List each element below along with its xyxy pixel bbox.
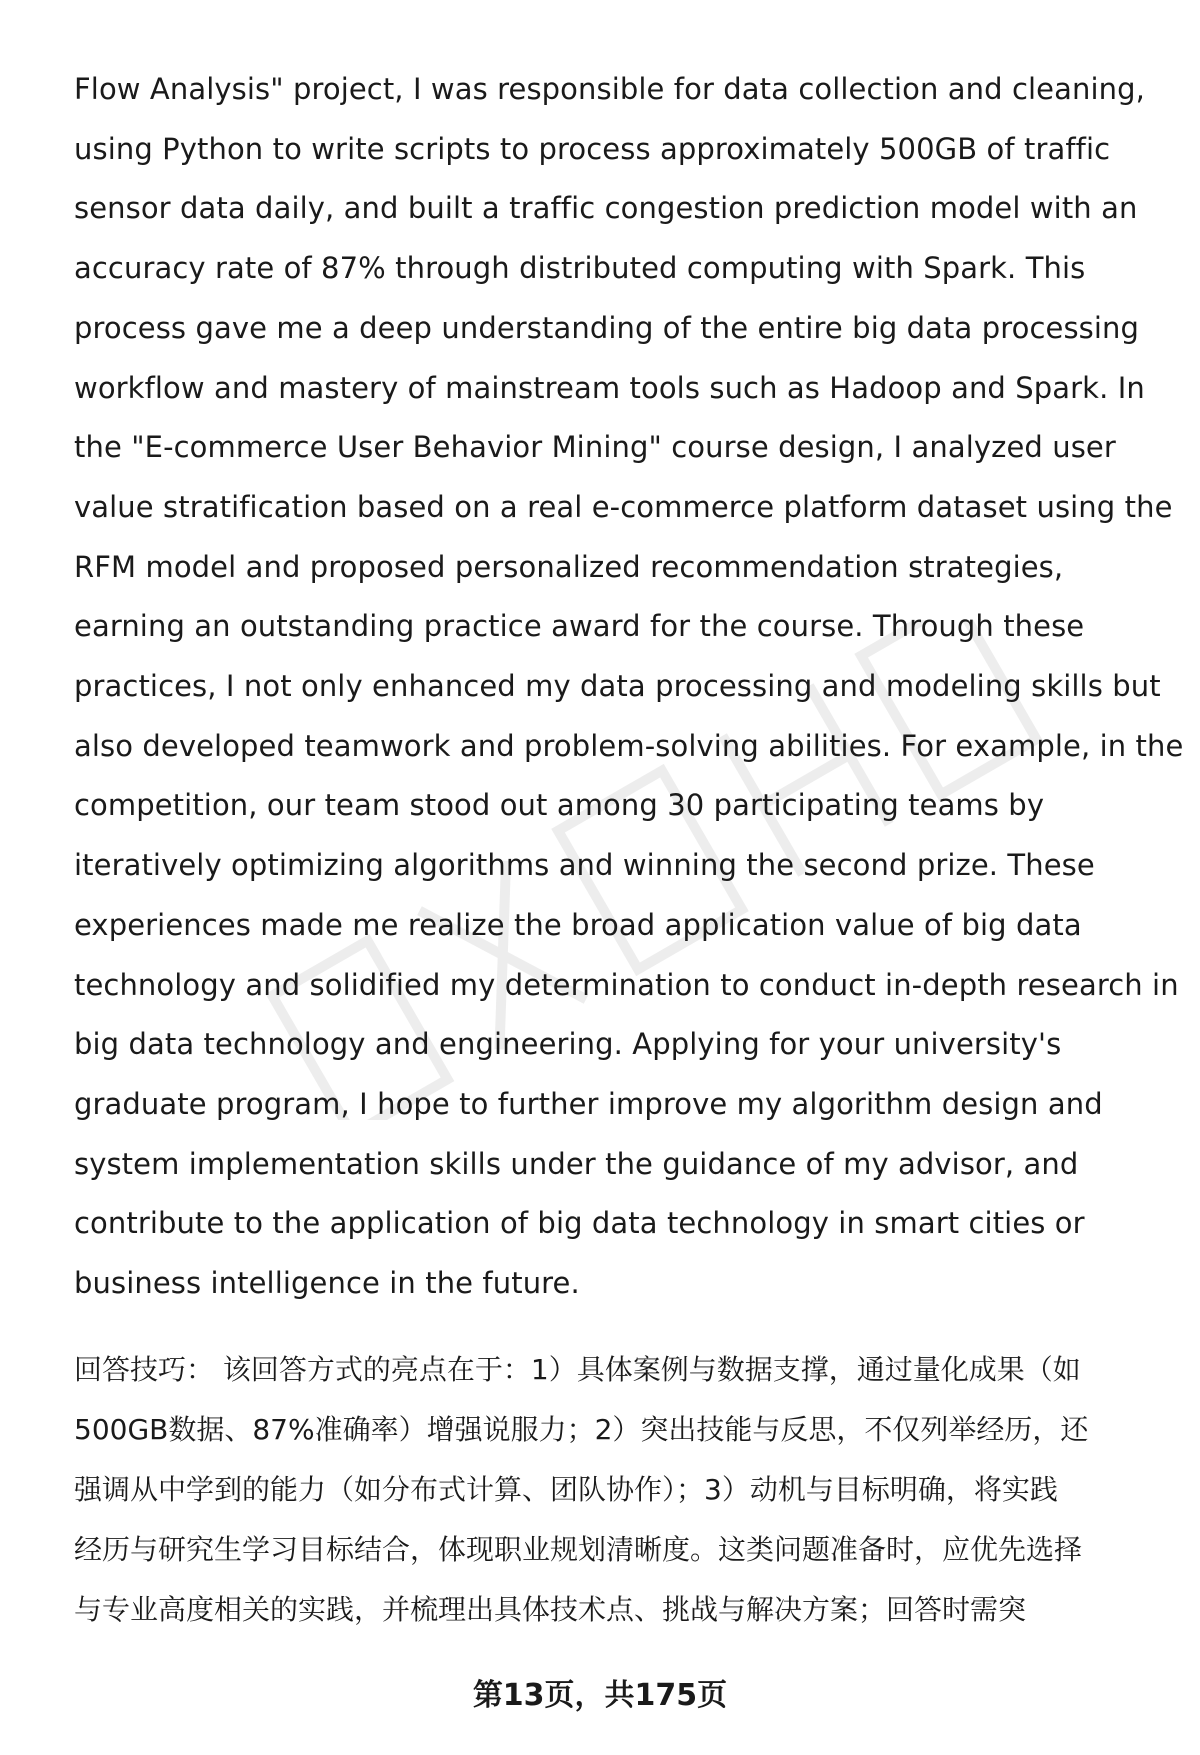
body-line: Flow Analysis" project, I was responsible for data collection and cleaning, <box>74 72 1145 106</box>
body-line: practices, I not only enhanced my data processing and modeling skills but <box>74 669 1161 704</box>
tips-line: 500GB数据、87%准确率）增强说服力；2）突出技能与反思，不仅列举经历，还 <box>74 1413 1089 1446</box>
body-line: earning an outstanding practice award for the course. Through these <box>74 609 1085 644</box>
answer-tips <box>74 1340 1164 1640</box>
tips-line: 回答技巧： 该回答方式的亮点在于：1）具体案例与数据支撑，通过量化成果（如 <box>74 1353 1081 1386</box>
tips-line: 经历与研究生学习目标结合，体现职业规划清晰度。这类问题准备时，应优先选择 <box>74 1533 1083 1566</box>
body-line: contribute to the application of big data technology in smart cities or <box>74 1206 1085 1241</box>
body-line: experiences made me realize the broad application value of big data <box>74 907 1082 942</box>
body-line: using Python to write scripts to process approximately 500GB of traffic <box>74 131 1111 166</box>
body-line: graduate program, I hope to further improve my algorithm design and <box>74 1086 1103 1121</box>
body-line: iteratively optimizing algorithms and winning the second prize. These <box>74 848 1095 883</box>
body-line: technology and solidified my determination to conduct in-depth research in <box>74 967 1179 1002</box>
body-line: process gave me a deep understanding of the entire big data processing <box>74 310 1140 345</box>
body-line: RFM model and proposed personalized recommendation strategies, <box>74 549 1064 584</box>
body-line: the "E-commerce User Behavior Mining" course design, I analyzed user <box>74 430 1116 465</box>
body-line: big data technology and engineering. Applying for your university's <box>74 1027 1062 1062</box>
body-line: system implementation skills under the guidance of my advisor, and <box>74 1146 1079 1181</box>
body-line: competition, our team stood out among 30 participating teams by <box>74 788 1045 823</box>
page-number: 第13页，共175页 <box>472 1678 728 1713</box>
body-line: also developed teamwork and problem-solving abilities. For example, in the <box>74 728 1184 763</box>
body-line: business intelligence in the future. <box>74 1266 580 1301</box>
body-line: value stratification based on a real e-commerce platform dataset using the <box>74 489 1173 524</box>
answer-body <box>74 60 1184 1314</box>
body-line: accuracy rate of 87% through distributed computing with Spark. This <box>74 251 1086 286</box>
tips-line: 与专业高度相关的实践，并梳理出具体技术点、挑战与解决方案；回答时需突 <box>74 1593 1027 1626</box>
body-line: workflow and mastery of mainstream tools such as Hadoop and Spark. In <box>74 370 1145 405</box>
body-line: sensor data daily, and built a traffic congestion prediction model with an <box>74 191 1138 226</box>
tips-line: 强调从中学到的能力（如分布式计算、团队协作）；3）动机与目标明确，将实践 <box>74 1473 1058 1506</box>
